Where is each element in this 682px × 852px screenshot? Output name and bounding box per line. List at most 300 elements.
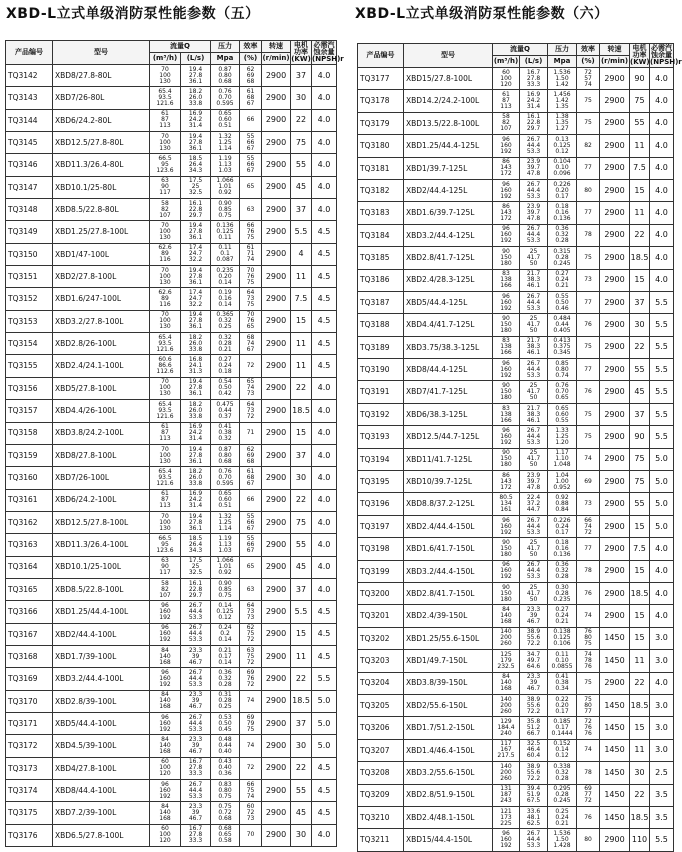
power-cell: 15 [630, 515, 650, 537]
flow-ls-cell: 26.7 44.4 53.3 [181, 601, 211, 623]
header-product-code: 产品编号 [358, 44, 404, 68]
power-cell: 7.5 [630, 157, 650, 179]
product-code-cell: TQ3166 [6, 601, 53, 623]
speed-cell: 2900 [262, 355, 291, 377]
efficiency-cell: 65 74 73 [240, 377, 262, 399]
pressure-cell: 0.226 0.24 0.17 [548, 515, 577, 537]
product-code-cell: TQ3148 [6, 199, 53, 221]
table-row [6, 444, 337, 466]
power-cell: 30 [630, 314, 650, 336]
npsh-cell: 4.5 [312, 780, 337, 802]
flow-ls-cell: 38.9 55.6 72.2 [520, 694, 548, 716]
speed-cell: 1450 [600, 717, 630, 739]
speed-cell: 1450 [600, 739, 630, 761]
flow-ls-cell: 18.2 26.0 33.8 [181, 467, 211, 489]
flow-ls-cell: 23.9 39.7 47.8 [520, 471, 548, 493]
flow-ls-cell: 22.4 37.2 44.7 [520, 493, 548, 515]
product-code-cell: TQ3168 [6, 645, 53, 667]
table-row [358, 717, 674, 739]
flow-m3h-cell: 86 143 172 [493, 471, 520, 493]
product-code-cell: TQ3144 [6, 109, 53, 131]
flow-ls-cell: 18.2 26.0 33.8 [181, 87, 211, 109]
product-code-cell: TQ3203 [358, 650, 404, 672]
product-code-cell: TQ3181 [358, 157, 404, 179]
speed-cell: 2900 [262, 556, 291, 578]
efficiency-cell: 73 [577, 493, 600, 515]
npsh-cell: 4.0 [650, 269, 674, 291]
table-row [6, 690, 337, 712]
pressure-cell: 1.33 1.25 1.20 [548, 426, 577, 448]
efficiency-cell: 75 [577, 426, 600, 448]
product-code-cell: TQ3156 [6, 377, 53, 399]
efficiency-cell: 66 [240, 109, 262, 131]
header-motor-power: 电机功率 (KW) [630, 44, 650, 66]
npsh-cell: 4.0 [312, 154, 337, 176]
table-row [358, 403, 674, 425]
table-row [358, 694, 674, 716]
product-code-cell: TQ3147 [6, 176, 53, 198]
model-cell: XBD8/44.4-100L [53, 780, 150, 802]
speed-cell: 1450 [600, 694, 630, 716]
speed-cell: 2900 [262, 310, 291, 332]
table-row [358, 605, 674, 627]
npsh-cell: 4.0 [312, 444, 337, 466]
speed-cell: 2900 [262, 65, 291, 87]
pressure-cell: 0.55 0.50 0.46 [548, 291, 577, 313]
flow-m3h-cell: 65.4 93.5 121.6 [150, 400, 181, 422]
table-row [6, 266, 337, 288]
flow-ls-cell: 16.9 24.2 31.4 [181, 109, 211, 131]
efficiency-cell: 64 73 75 [240, 288, 262, 310]
table-row [6, 288, 337, 310]
table-row [6, 154, 337, 176]
model-cell: XBD2.4/39-150L [404, 605, 493, 627]
pressure-cell: 0.75 0.72 0.68 [211, 802, 240, 824]
model-cell: XBD3.2/44.4-125L [404, 224, 493, 246]
flow-m3h-cell: 140 200 260 [493, 762, 520, 784]
flow-m3h-cell: 96 160 192 [493, 515, 520, 537]
pressure-cell: 0.338 0.32 0.28 [548, 762, 577, 784]
product-code-cell: TQ3183 [358, 202, 404, 224]
speed-cell: 2900 [600, 538, 630, 560]
efficiency-cell: 61 71 74 [240, 243, 262, 265]
npsh-cell: 4.5 [312, 266, 337, 288]
flow-m3h-cell: 96 160 192 [493, 426, 520, 448]
flow-ls-cell: 26.7 44.4 53.3 [520, 224, 548, 246]
flow-m3h-cell: 96 160 192 [493, 224, 520, 246]
power-cell: 37 [291, 199, 312, 221]
power-cell: 22 [291, 489, 312, 511]
header-speed-unit: (r/min) [262, 53, 291, 65]
flow-m3h-cell: 129 184.4 240 [493, 717, 520, 739]
efficiency-cell: 82 [577, 135, 600, 157]
flow-ls-cell: 23.3 39 46.7 [181, 690, 211, 712]
efficiency-cell: 68 74 67 [240, 333, 262, 355]
npsh-cell: 4.0 [312, 578, 337, 600]
pressure-cell: 0.14 0.125 0.12 [211, 601, 240, 623]
pressure-cell: 1.536 1.50 1.42 [548, 68, 577, 90]
flow-m3h-cell: 83 138 166 [493, 269, 520, 291]
flow-m3h-cell: 58 82 107 [493, 112, 520, 134]
pressure-cell: 0.21 0.17 0.14 [211, 645, 240, 667]
pressure-cell: 0.43 0.40 0.36 [211, 757, 240, 779]
power-cell: 22 [630, 336, 650, 358]
flow-m3h-cell: 84 140 168 [493, 605, 520, 627]
efficiency-cell: 72 76 76 [577, 717, 600, 739]
pressure-cell: 1.066 1.01 0.92 [211, 176, 240, 198]
model-cell: XBD2/44.4-125L [404, 179, 493, 201]
power-cell: 55 [291, 154, 312, 176]
speed-cell: 2900 [262, 199, 291, 221]
npsh-cell: 4.0 [650, 90, 674, 112]
efficiency-cell: 63 [240, 578, 262, 600]
model-cell: XBD1.6/39.7-125L [404, 202, 493, 224]
header-speed-unit: (r/min) [600, 56, 630, 68]
flow-m3h-cell: 96 160 192 [493, 291, 520, 313]
npsh-cell: 4.0 [650, 538, 674, 560]
table-row [6, 65, 337, 87]
power-cell: 55 [630, 112, 650, 134]
table-row [358, 202, 674, 224]
product-code-cell: TQ3182 [358, 179, 404, 201]
product-code-cell: TQ3209 [358, 784, 404, 806]
pressure-cell: 0.11 0.10 0.0855 [548, 650, 577, 672]
npsh-cell: 4.0 [650, 582, 674, 604]
model-cell: XBD10/39.7-125L [404, 471, 493, 493]
table-row [358, 381, 674, 403]
power-cell: 90 [630, 68, 650, 90]
table-row [6, 243, 337, 265]
flow-m3h-cell: 140 200 260 [493, 627, 520, 649]
model-cell: XBD1.4/46.4-150L [404, 739, 493, 761]
npsh-cell: 4.5 [312, 645, 337, 667]
table-row [6, 310, 337, 332]
flow-m3h-cell: 96 160 192 [493, 135, 520, 157]
npsh-cell: 5.5 [650, 403, 674, 425]
table-row [358, 179, 674, 201]
npsh-cell: 4.0 [650, 135, 674, 157]
power-cell: 15 [291, 422, 312, 444]
flow-ls-cell: 19.4 27.8 36.1 [181, 310, 211, 332]
flow-ls-cell: 32.5 46.4 60.4 [520, 739, 548, 761]
pressure-cell: 0.65 0.60 0.51 [211, 489, 240, 511]
efficiency-cell: 74 [240, 690, 262, 712]
npsh-cell: 4.0 [312, 534, 337, 556]
efficiency-cell: 55 66 67 [240, 534, 262, 556]
power-cell: 75 [291, 132, 312, 154]
table-row [6, 645, 337, 667]
power-cell: 45 [291, 802, 312, 824]
efficiency-cell: 75 80 77 [577, 694, 600, 716]
model-cell: XBD7/41.7-125L [404, 381, 493, 403]
efficiency-cell: 75 [577, 672, 600, 694]
pressure-cell: 0.27 0.24 0.21 [548, 605, 577, 627]
flow-m3h-cell: 90 150 180 [493, 582, 520, 604]
npsh-cell: 4.5 [312, 288, 337, 310]
flow-ls-cell: 16.7 27.8 33.3 [181, 824, 211, 846]
flow-ls-cell: 33.6 48.1 62.5 [520, 806, 548, 828]
efficiency-cell: 75 [577, 247, 600, 269]
power-cell: 15 [630, 179, 650, 201]
efficiency-cell: 75 [577, 403, 600, 425]
speed-cell: 2900 [600, 515, 630, 537]
power-cell: 5.5 [291, 601, 312, 623]
table-row [358, 336, 674, 358]
pressure-cell: 0.138 0.125 0.106 [548, 627, 577, 649]
flow-m3h-cell: 84 140 168 [150, 645, 181, 667]
pressure-cell: 0.18 0.16 0.136 [548, 538, 577, 560]
model-cell: XBD2.4/48.1-150L [404, 806, 493, 828]
product-code-cell: TQ3142 [6, 65, 53, 87]
pressure-cell: 0.13 0.125 0.12 [548, 135, 577, 157]
product-code-cell: TQ3210 [358, 806, 404, 828]
flow-ls-cell: 19.4 27.8 36.1 [181, 65, 211, 87]
model-cell: XBD1.25/55.6-150L [404, 627, 493, 649]
speed-cell: 2900 [262, 377, 291, 399]
power-cell: 37 [291, 578, 312, 600]
product-code-cell: TQ3150 [6, 243, 53, 265]
product-code-cell: TQ3145 [6, 132, 53, 154]
flow-m3h-cell: 131 187 243 [493, 784, 520, 806]
efficiency-cell: 77 [577, 538, 600, 560]
flow-ls-cell: 25 41.7 50 [520, 582, 548, 604]
speed-cell: 2900 [262, 601, 291, 623]
model-cell: XBD12.5/27.8-80L [53, 132, 150, 154]
flow-m3h-cell: 61 87 113 [150, 109, 181, 131]
pressure-cell: 0.41 0.38 0.32 [211, 422, 240, 444]
power-cell: 11 [630, 739, 650, 761]
model-cell: XBD8/27.8-100L [53, 444, 150, 466]
npsh-cell: 4.0 [312, 87, 337, 109]
npsh-cell: 5.5 [650, 359, 674, 381]
table-row [358, 157, 674, 179]
npsh-cell: 4.0 [650, 157, 674, 179]
power-cell: 30 [291, 824, 312, 846]
power-cell: 75 [630, 471, 650, 493]
speed-cell: 1450 [600, 762, 630, 784]
flow-m3h-cell: 90 150 180 [493, 538, 520, 560]
flow-m3h-cell: 70 100 130 [150, 65, 181, 87]
product-code-cell: TQ3202 [358, 627, 404, 649]
power-cell: 37 [291, 65, 312, 87]
table-row [358, 739, 674, 761]
efficiency-cell: 69 77 72 [577, 784, 600, 806]
speed-cell: 2900 [600, 90, 630, 112]
pressure-cell: 0.413 0.375 0.345 [548, 336, 577, 358]
efficiency-cell: 78 [577, 762, 600, 784]
speed-cell: 2900 [262, 780, 291, 802]
speed-cell: 2900 [262, 645, 291, 667]
efficiency-cell: 77 [577, 359, 600, 381]
npsh-cell: 5.5 [312, 668, 337, 690]
model-cell: XBD3.8/24.2-100L [53, 422, 150, 444]
flow-ls-cell: 25 41.7 50 [520, 247, 548, 269]
header-efficiency: 效率 [577, 44, 600, 56]
model-cell: XBD1.25/27.8-100L [53, 221, 150, 243]
pressure-cell: 0.30 0.28 0.235 [548, 582, 577, 604]
speed-cell: 2900 [262, 802, 291, 824]
table-row [358, 359, 674, 381]
speed-cell: 2900 [262, 444, 291, 466]
power-cell: 22 [630, 224, 650, 246]
model-cell: XBD6/24.2-100L [53, 489, 150, 511]
speed-cell: 2900 [262, 578, 291, 600]
npsh-cell: 3.0 [650, 650, 674, 672]
npsh-cell: 5.0 [650, 493, 674, 515]
table-row [358, 269, 674, 291]
speed-cell: 2900 [262, 757, 291, 779]
flow-ls-cell: 26.7 44.4 53.3 [520, 291, 548, 313]
flow-ls-cell: 23.3 39 46.7 [520, 605, 548, 627]
power-cell: 30 [291, 87, 312, 109]
model-cell: XBD6/38.3-125L [404, 403, 493, 425]
product-code-cell: TQ3189 [358, 336, 404, 358]
flow-ls-cell: 25 41.7 50 [520, 538, 548, 560]
flow-m3h-cell: 84 140 168 [493, 672, 520, 694]
efficiency-cell: 55 66 67 [240, 154, 262, 176]
pressure-cell: 0.92 0.88 0.84 [548, 493, 577, 515]
product-code-cell: TQ3163 [6, 534, 53, 556]
product-code-cell: TQ3154 [6, 333, 53, 355]
pressure-cell: 0.295 0.28 0.245 [548, 784, 577, 806]
product-code-cell: TQ3196 [358, 493, 404, 515]
model-cell: XBD4.4/41.7-125L [404, 314, 493, 336]
flow-m3h-cell: 58 82 107 [150, 199, 181, 221]
speed-cell: 2900 [262, 422, 291, 444]
table-row [6, 377, 337, 399]
product-code-cell: TQ3165 [6, 578, 53, 600]
table-row [6, 802, 337, 824]
pressure-cell: 0.365 0.32 0.25 [211, 310, 240, 332]
model-cell: XBD1.6/41.7-150L [404, 538, 493, 560]
product-code-cell: TQ3149 [6, 221, 53, 243]
npsh-cell: 4.5 [312, 221, 337, 243]
table-row [6, 556, 337, 578]
flow-m3h-cell: 86 143 172 [493, 157, 520, 179]
model-cell: XBD2.4/44.4-150L [404, 515, 493, 537]
flow-ls-cell: 16.7 27.8 33.3 [520, 68, 548, 90]
model-cell: XBD3.2/44.4-150L [404, 560, 493, 582]
flow-m3h-cell: 63 90 117 [150, 176, 181, 198]
npsh-cell: 5.5 [650, 314, 674, 336]
speed-cell: 2900 [600, 224, 630, 246]
model-cell: XBD2.8/41.7-150L [404, 582, 493, 604]
efficiency-cell: 60 72 73 [240, 802, 262, 824]
npsh-cell: 4.0 [650, 68, 674, 90]
efficiency-cell: 75 [577, 336, 600, 358]
flow-ls-cell: 16.1 22.8 29.7 [181, 578, 211, 600]
product-code-cell: TQ3208 [358, 762, 404, 784]
efficiency-cell: 62 69 68 [240, 65, 262, 87]
page-title-right: XBD-L立式单级消防泵性能参数（六） [355, 6, 609, 22]
speed-cell: 2900 [262, 288, 291, 310]
flow-ls-cell: 16.1 22.8 29.7 [520, 112, 548, 134]
power-cell: 55 [291, 534, 312, 556]
flow-m3h-cell: 58 82 107 [150, 578, 181, 600]
flow-ls-cell: 16.9 24.2 31.4 [181, 422, 211, 444]
table-row [6, 735, 337, 757]
power-cell: 75 [291, 511, 312, 533]
efficiency-cell: 72 [240, 757, 262, 779]
efficiency-cell: 65 [240, 176, 262, 198]
model-cell: XBD15/27.8-100L [404, 68, 493, 90]
efficiency-cell: 78 [577, 224, 600, 246]
speed-cell: 2900 [262, 333, 291, 355]
model-cell: XBD1/49.7-150L [404, 650, 493, 672]
npsh-cell: 4.0 [650, 179, 674, 201]
power-cell: 55 [630, 359, 650, 381]
flow-ls-cell: 26.7 44.4 53.3 [520, 426, 548, 448]
flow-m3h-cell: 96 160 192 [493, 179, 520, 201]
efficiency-cell: 64 73 73 [240, 601, 262, 623]
model-cell: XBD8/27.8-80L [53, 65, 150, 87]
power-cell: 15 [630, 605, 650, 627]
flow-ls-cell: 26.7 44.4 53.3 [181, 712, 211, 734]
model-cell: XBD1.6/247-100L [53, 288, 150, 310]
header-model: 型号 [404, 44, 493, 68]
npsh-cell: 5.5 [650, 426, 674, 448]
efficiency-cell: 70 76 75 [240, 266, 262, 288]
table-row [6, 623, 337, 645]
table-row [6, 601, 337, 623]
table-row [6, 422, 337, 444]
speed-cell: 2900 [262, 623, 291, 645]
product-code-cell: TQ3160 [6, 467, 53, 489]
speed-cell: 1450 [600, 806, 630, 828]
table-row [358, 806, 674, 828]
model-cell: XBD10.1/25-100L [53, 556, 150, 578]
header-speed: 转速 [262, 41, 291, 53]
table-row [358, 247, 674, 269]
pressure-cell: 0.19 0.16 0.14 [211, 288, 240, 310]
speed-cell: 2900 [600, 582, 630, 604]
flow-m3h-cell: 83 138 166 [493, 336, 520, 358]
table-row [358, 650, 674, 672]
table-row [6, 668, 337, 690]
flow-m3h-cell: 60 100 120 [150, 757, 181, 779]
product-code-cell: TQ3192 [358, 403, 404, 425]
table-row [6, 712, 337, 734]
header-pressure: 压力 [211, 41, 240, 53]
speed-cell: 2900 [600, 829, 630, 851]
efficiency-cell: 77 [577, 157, 600, 179]
npsh-cell: 4.0 [312, 132, 337, 154]
model-cell: XBD11.3/26.4-100L [53, 534, 150, 556]
power-cell: 7.5 [630, 538, 650, 560]
flow-ls-cell: 38.9 55.6 72.2 [520, 627, 548, 649]
npsh-cell: 3.0 [650, 717, 674, 739]
npsh-cell: 4.0 [312, 65, 337, 87]
table-row [358, 90, 674, 112]
pressure-cell: 0.18 0.16 0.136 [548, 202, 577, 224]
efficiency-cell: 64 73 72 [240, 400, 262, 422]
pressure-cell: 1.04 1.00 0.952 [548, 471, 577, 493]
flow-m3h-cell: 96 160 192 [150, 780, 181, 802]
speed-cell: 2900 [600, 336, 630, 358]
pressure-cell: 1.456 1.42 1.35 [548, 90, 577, 112]
efficiency-cell: 66 [240, 489, 262, 511]
model-cell: XBD5/44.4-125L [404, 291, 493, 313]
pressure-cell: 0.484 0.44 0.405 [548, 314, 577, 336]
efficiency-cell: 77 [577, 291, 600, 313]
table-row [358, 829, 674, 851]
table-row [358, 224, 674, 246]
header-pressure: 压力 [548, 44, 577, 56]
flow-ls-cell: 25 41.7 50 [520, 448, 548, 470]
product-code-cell: TQ3164 [6, 556, 53, 578]
flow-m3h-cell: 66.5 95 123.6 [150, 534, 181, 556]
flow-m3h-cell: 96 160 192 [493, 359, 520, 381]
